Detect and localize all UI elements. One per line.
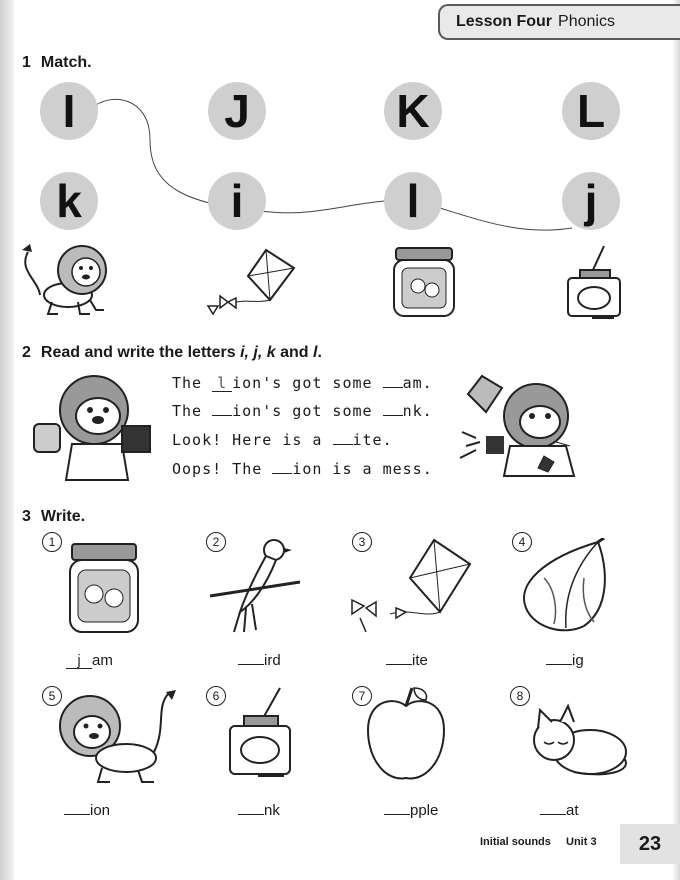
write-answer bbox=[540, 802, 579, 819]
item-number: 4 bbox=[512, 532, 532, 552]
write-answer bbox=[386, 652, 428, 669]
uppercase-letter[interactable]: I bbox=[40, 82, 98, 140]
word-ending: at bbox=[566, 802, 579, 819]
answer-blank[interactable] bbox=[238, 664, 264, 665]
footer-unit: Unit 3 bbox=[566, 836, 597, 848]
sentence-text: ite. bbox=[352, 431, 393, 449]
lowercase-letter[interactable]: k bbox=[40, 172, 98, 230]
section-number: 1 bbox=[22, 54, 31, 71]
answer-blank[interactable] bbox=[386, 664, 412, 665]
answer-blank[interactable] bbox=[540, 814, 566, 815]
answer-blank[interactable] bbox=[333, 444, 353, 445]
item-number: 2 bbox=[206, 532, 226, 552]
kite-picture bbox=[346, 538, 472, 638]
uppercase-letter[interactable]: K bbox=[384, 82, 442, 140]
write-answer bbox=[64, 802, 110, 819]
jam-picture bbox=[66, 540, 142, 636]
answer-blank[interactable] bbox=[272, 473, 292, 474]
answer-blank[interactable]: l bbox=[212, 376, 232, 392]
word-ending: ion bbox=[90, 802, 111, 819]
lion-with-kite-picture bbox=[456, 372, 582, 480]
write-answer bbox=[546, 652, 584, 669]
sentence-text: ion is a mess. bbox=[292, 460, 433, 478]
lowercase-letter[interactable]: j bbox=[562, 172, 620, 230]
sentence-text: The bbox=[172, 402, 213, 420]
uppercase-letter[interactable]: J bbox=[208, 82, 266, 140]
item-number: 5 bbox=[42, 686, 62, 706]
word-ending: ird bbox=[264, 652, 281, 669]
sentence-text: nk. bbox=[402, 402, 433, 420]
jam-picture[interactable] bbox=[390, 244, 460, 320]
match-line bbox=[92, 99, 572, 230]
answer-blank[interactable] bbox=[238, 814, 264, 815]
sentence-line bbox=[172, 402, 433, 420]
lesson-label: Lesson Four bbox=[456, 13, 553, 30]
sentence-text: Oops! The bbox=[172, 460, 273, 478]
section-number: 2 bbox=[22, 344, 31, 361]
ink-picture bbox=[222, 686, 296, 786]
sentence-line bbox=[172, 374, 433, 392]
sentence-text: ion's got some bbox=[232, 402, 383, 420]
apple-picture bbox=[364, 684, 448, 786]
answer-blank[interactable]: j bbox=[66, 654, 92, 669]
sentence-line bbox=[172, 431, 393, 449]
uppercase-letter[interactable]: L bbox=[562, 82, 620, 140]
answer-blank[interactable] bbox=[64, 814, 90, 815]
sentence-text: ion's got some bbox=[232, 374, 383, 392]
item-number: 6 bbox=[206, 686, 226, 706]
fig-picture bbox=[514, 538, 614, 636]
cat-picture bbox=[524, 696, 634, 778]
section-title: Write. bbox=[40, 508, 86, 525]
kite-picture[interactable] bbox=[200, 246, 300, 322]
item-number: 3 bbox=[352, 532, 372, 552]
answer-blank[interactable] bbox=[383, 415, 403, 416]
lowercase-letter[interactable]: l bbox=[384, 172, 442, 230]
sentence-text: am. bbox=[402, 374, 433, 392]
section-title-letters: i, j, k bbox=[240, 344, 276, 361]
section-2-heading bbox=[22, 344, 322, 362]
ink-picture[interactable] bbox=[562, 244, 628, 324]
lion-picture[interactable] bbox=[18, 240, 128, 318]
word-ending: am bbox=[92, 652, 113, 669]
lion-with-jars-picture bbox=[26, 372, 158, 484]
lowercase-letter[interactable]: i bbox=[208, 172, 266, 230]
section-title: Match. bbox=[40, 54, 92, 71]
lion-picture bbox=[46, 688, 182, 788]
word-ending: ig bbox=[572, 652, 584, 669]
write-answer bbox=[238, 802, 280, 819]
answer-blank[interactable] bbox=[384, 814, 410, 815]
answer-blank[interactable] bbox=[212, 415, 232, 416]
lesson-topic: Phonics bbox=[558, 13, 615, 30]
page-number: 23 bbox=[620, 824, 680, 864]
write-answer bbox=[238, 652, 281, 669]
answer-blank[interactable] bbox=[546, 664, 572, 665]
section-title-last-letter: l bbox=[313, 344, 318, 361]
word-ending: pple bbox=[410, 802, 439, 819]
sentence-text: The bbox=[172, 374, 213, 392]
answer-blank[interactable] bbox=[383, 387, 403, 388]
sentence-text: Look! Here is a bbox=[172, 431, 333, 449]
item-number: 8 bbox=[510, 686, 530, 706]
footer-topic: Initial sounds bbox=[480, 836, 551, 848]
bird-picture bbox=[206, 534, 302, 638]
section-title: Read and write the letters bbox=[40, 344, 241, 361]
word-ending: nk bbox=[264, 802, 280, 819]
section-3-heading bbox=[22, 508, 85, 526]
sentence-line bbox=[172, 460, 433, 478]
item-number: 7 bbox=[352, 686, 372, 706]
item-number: 1 bbox=[42, 532, 62, 552]
word-ending: ite bbox=[412, 652, 428, 669]
section-number: 3 bbox=[22, 508, 31, 525]
write-answer bbox=[66, 652, 113, 669]
write-answer bbox=[384, 802, 438, 819]
section-title-and: and bbox=[275, 344, 313, 361]
section-title-end: . bbox=[317, 344, 322, 361]
